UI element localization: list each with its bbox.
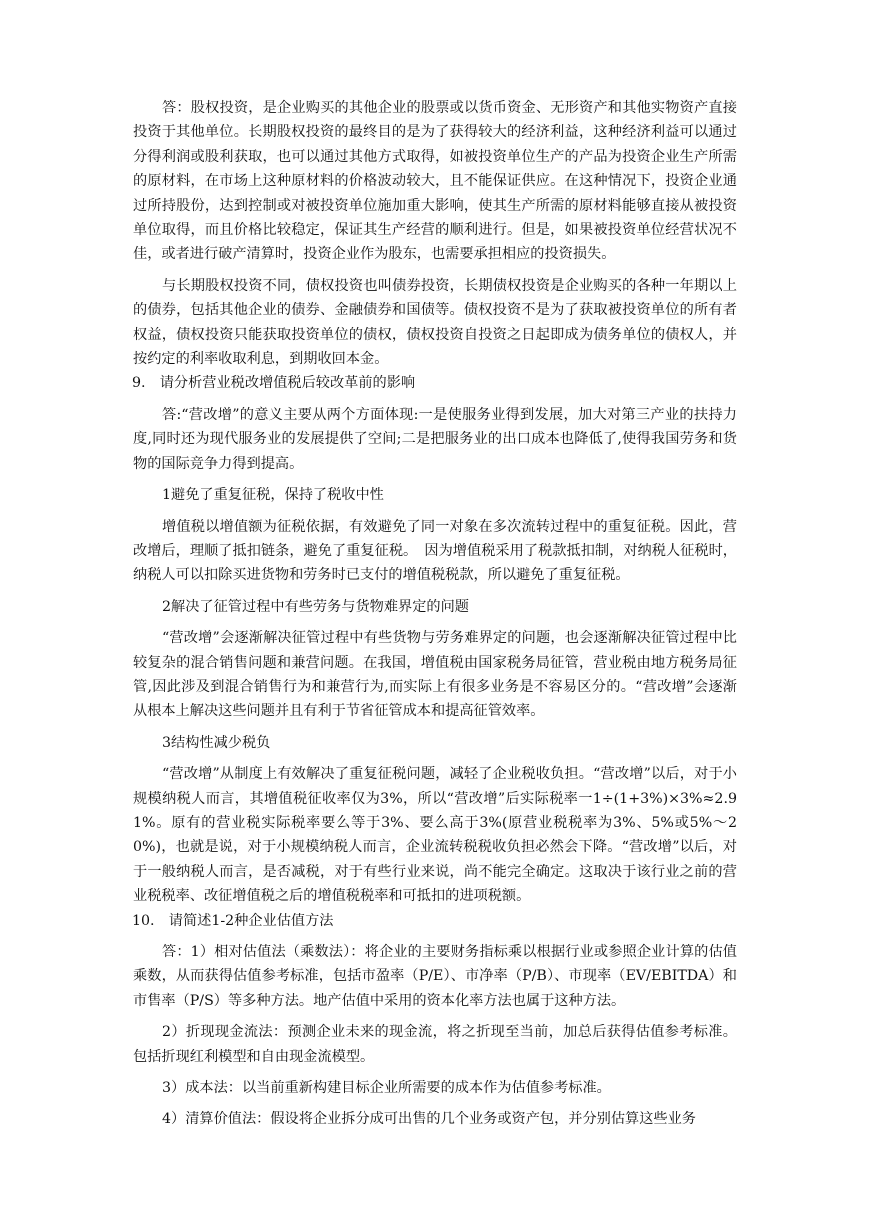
paragraph-double-tax: 增值税以增值额为征税依据，有效避免了同一对象在多次流转过程中的重复征税。因此，营改增后，理顺了抵扣链条，避免了重复征税。 因为增值税采用了税款抵扣制，对纳税人征税时，纳税人可以扣除买进货物和劳务时已支付的增值税税款，所以避免了重复征税。 <box>133 518 737 584</box>
subheading-collection-issues: 2解决了征管过程中有些劳务与货物难界定的问题 <box>162 598 469 615</box>
paragraph-equity-investment: 答：股权投资，是企业购买的其他企业的股票或以货币资金、无形资产和其他实物资产直接投资于其他单位。长期股权投资的最终目的是为了获得较大的经济利益，这种经济利益可以通过分得利润或股利获取，也可以通过其他方式取得，如被投资单位生产的产品为投资企业生产所需的原材料，在市场上这种原材料的价格波动较大，且不能保证供应。在这种情况下，投资企业通过所持股份，达到控制或对被投资单位施加重大影响，使其生产所需的原材料能够直接从被投资单位取得，而且价格比较稳定，保证其生产经营的顺利进行。但是，如果被投资单位经营状况不佳，或者进行破产清算时，投资企业作为股东，也需要承担相应的投资损失。 <box>133 100 737 263</box>
question-heading-9: 9. 请分析营业税改增值税后较改革前的影响 <box>132 375 416 392</box>
document-body <box>133 96 737 1132</box>
subheading-avoid-double-tax: 1避免了重复征税，保持了税收中性 <box>162 487 384 504</box>
subheading-tax-reduction: 3结构性减少税负 <box>162 734 271 751</box>
question-heading-10: 10. 请简述1-2种企业估值方法 <box>132 912 334 929</box>
paragraph-cost-method: 3）成本法：以当前重新构建目标企业所需要的成本作为估值参考标准。 <box>162 1080 611 1097</box>
paragraph-tax-reduction: “营改增”从制度上有效解决了重复征税问题，减轻了企业税收负担。“营改增”以后，对于小规模纳税人而言，其增值税征收率仅为3%，所以“营改增”后实际税率一1÷(1+3%)×3%≈2.91%。原有的营业税实际税率要么等于3%、要么高于3%(原营业税税率为3%、5%或5%～20%)，也就是说，对于小规模纳税人而言，企业流转税税收负担必然会下降。“营改增”以后，对于一般纳税人而言，是否减税，对于有些行业来说，尚不能完全确定。这取决于该行业之前的营业税税率、改征增值税之后的增值税税率和可抵扣的进项税额。 <box>133 766 737 905</box>
paragraph-dcf: 2）折现现金流法：预测企业未来的现金流，将之折现至当前，加总后获得估值参考标准。包括折现红利模型和自由现金流模型。 <box>133 1024 737 1065</box>
paragraph-collection-issues: “营改增”会逐渐解决征管过程中有些货物与劳务难界定的问题，也会逐渐解决征管过程中比较复杂的混合销售问题和兼营问题。在我国，增值税由国家税务局征管，营业税由地方税务局征管,因此涉及到混合销售行为和兼营行为,而实际上有很多业务是不容易区分的。“营改增”会逐渐从根本上解决这些问题并且有利于节省征管成本和提高征管效率。 <box>133 630 737 720</box>
paragraph-vat-reform-answer: 答:“营改增”的意义主要从两个方面体现:一是使服务业得到发展，加大对第三产业的扶持力度,同时还为现代服务业的发展提供了空间;二是把服务业的出口成本也降低了,使得我国劳务和货物的国际竞争力得到提高。 <box>133 406 737 472</box>
paragraph-liquidation-value: 4）清算价值法：假设将企业拆分成可出售的几个业务或资产包，并分别估算这些业务 <box>162 1111 696 1128</box>
paragraph-relative-valuation: 答：1）相对估值法（乘数法）：将企业的主要财务指标乘以根据行业或参照企业计算的估值乘数，从而获得估值参考标准，包括市盈率（P/E）、市净率（P/B）、市现率（EV/EBITDA）和市售率（P/S）等多种方法。地产估值中采用的资本化率方法也属于这种方法。 <box>133 944 737 1009</box>
paragraph-debt-investment: 与长期股权投资不同，债权投资也叫债券投资，长期债权投资是企业购买的各种一年期以上的债券，包括其他企业的债券、金融债券和国债等。债权投资不是为了获取被投资单位的所有者权益，债权投资只能获取投资单位的债权，债权投资自投资之日起即成为债务单位的债权人，并按约定的利率收取利息，到期收回本金。 <box>133 277 737 368</box>
